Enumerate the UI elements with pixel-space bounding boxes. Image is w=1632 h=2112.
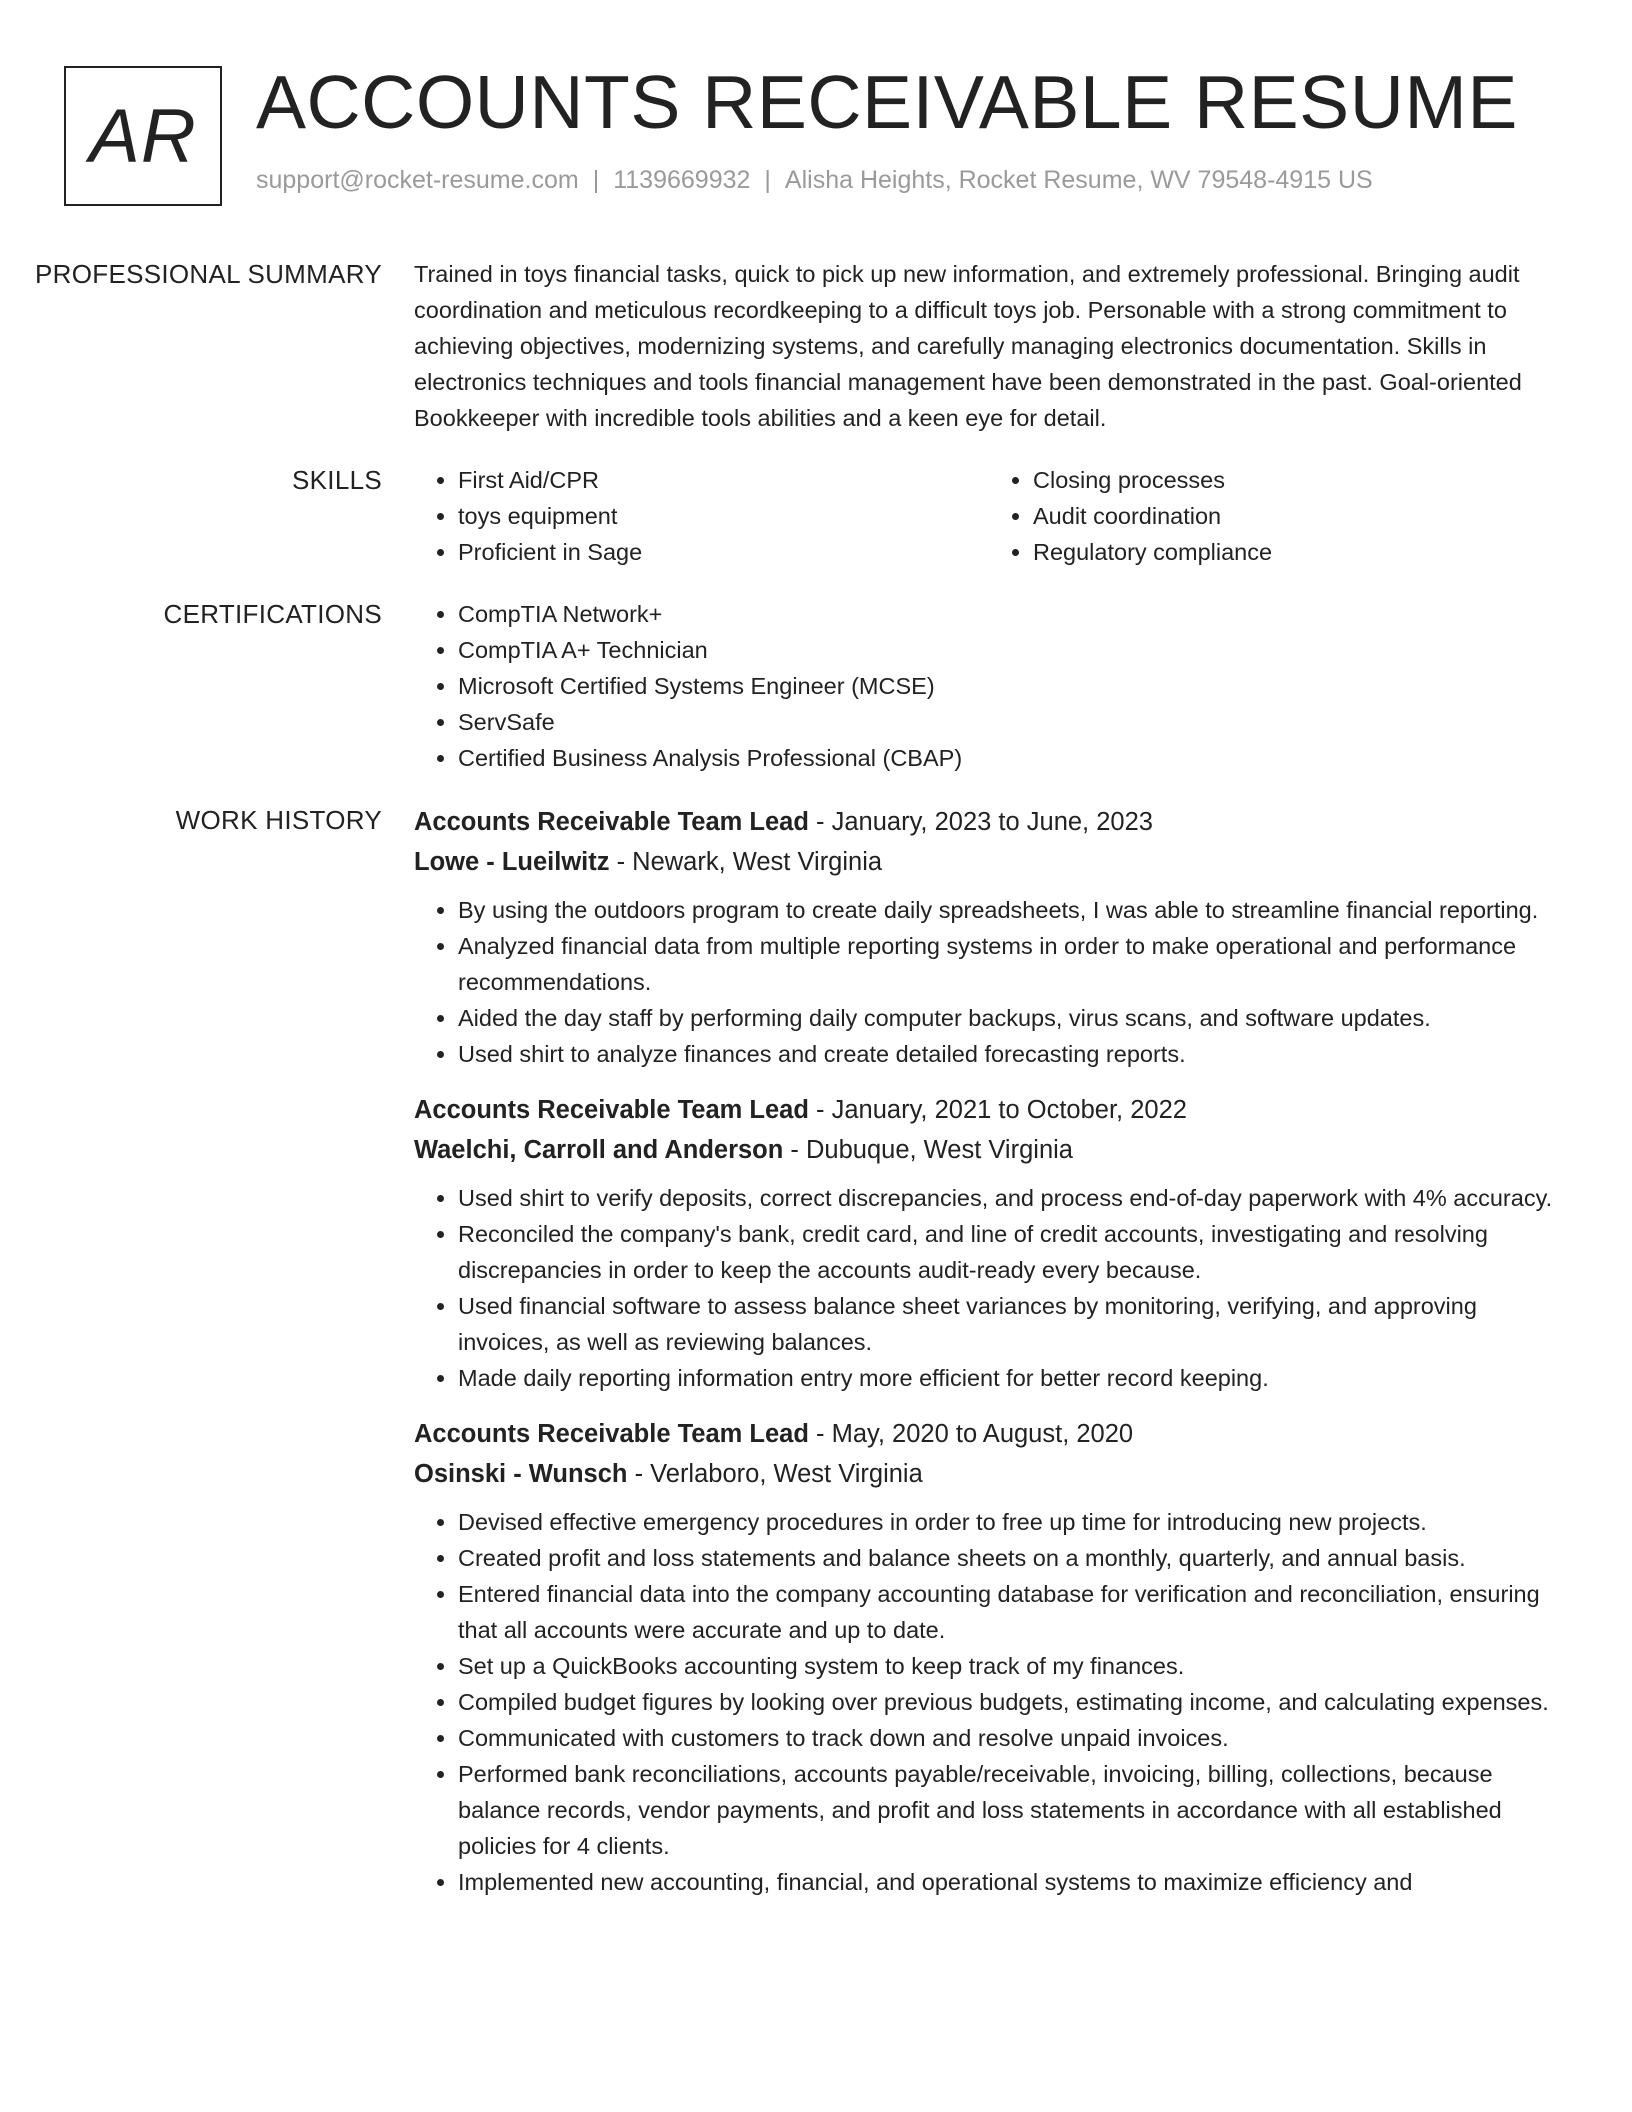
skill-item: • Regulatory compliance [1033,534,1564,570]
job-company: Lowe - Lueilwitz [414,848,610,876]
job-bullets [414,1504,1564,1900]
job-bullet: • Used shirt to verify deposits, correct discrepancies, and process end-of-day paperwork with 4% accuracy. [458,1180,1564,1216]
contact-line [256,166,1592,195]
job-title: Accounts Receivable Team Lead [414,1420,809,1448]
skills-grid [414,462,1564,570]
skills-list-right [989,462,1564,570]
job-bullet: • Devised effective emergency procedures in order to free up time for introducing new projects. [458,1504,1564,1540]
job-title: Accounts Receivable Team Lead [414,808,809,836]
job-location: - Newark, West Virginia [609,848,883,876]
job-location: - Verlaboro, West Virginia [627,1460,923,1488]
summary-body [414,256,1564,436]
section-work-history [0,802,1632,1918]
job-bullet: • Analyzed financial data from multiple reporting systems in order to make operational and performance recommendations. [458,928,1564,1000]
skill-item: • toys equipment [458,498,989,534]
job-entry [414,802,1564,1072]
job-entry [414,1090,1564,1396]
resume-sections [0,256,1632,1944]
section-certifications [0,596,1632,776]
monogram-logo: AR [64,66,222,206]
skill-item: • Audit coordination [1033,498,1564,534]
job-bullet: • Aided the day staff by performing daily computer backups, virus scans, and software updates. [458,1000,1564,1036]
job-company-line [414,1130,1564,1170]
job-location: - Dubuque, West Virginia [783,1136,1073,1164]
contact-email[interactable]: support@rocket-resume.com [256,166,579,194]
certification-item: • ServSafe [458,704,1564,740]
section-label-skills: SKILLS [292,465,382,495]
job-bullet: • Set up a QuickBooks accounting system to keep track of my finances. [458,1648,1564,1684]
job-bullet: • Performed bank reconciliations, accounts payable/receivable, invoicing, billing, collections, because balance records, vendor payments, and profit and loss statements in accordance with all established policies for 4 clients. [458,1756,1564,1864]
certifications-body [414,596,1564,776]
job-title-line [414,802,1564,842]
section-label-certifications: CERTIFICATIONS [163,599,382,629]
job-company: Waelchi, Carroll and Anderson [414,1136,784,1164]
section-label-summary: PROFESSIONAL SUMMARY [35,259,382,289]
job-bullet: • By using the outdoors program to create daily spreadsheets, I was able to streamline financial reporting. [458,892,1564,928]
certification-item: • CompTIA A+ Technician [458,632,1564,668]
certifications-list [414,596,1564,776]
job-bullet: • Used shirt to analyze finances and create detailed forecasting reports. [458,1036,1564,1072]
job-company: Osinski - Wunsch [414,1460,628,1488]
contact-separator: | [764,166,771,194]
section-summary [0,256,1632,436]
job-bullet: • Compiled budget figures by looking over previous budgets, estimating income, and calculating expenses. [458,1684,1564,1720]
page-title: ACCOUNTS RECEIVABLE RESUME [256,60,1518,144]
job-entry [414,1414,1564,1900]
skill-item: • Closing processes [1033,462,1564,498]
job-bullets [414,1180,1564,1396]
job-bullet: • Entered financial data into the company accounting database for verification and reconciliation, ensuring that all accounts were accurate and up to date. [458,1576,1564,1648]
job-bullet: • Reconciled the company's bank, credit card, and line of credit accounts, investigating and resolving discrepancies in order to keep the accounts audit-ready every because. [458,1216,1564,1288]
contact-separator: | [592,166,600,194]
job-title-line [414,1090,1564,1130]
job-bullets [414,892,1564,1072]
job-dates: - January, 2021 to October, 2022 [808,1096,1187,1124]
skills-list-left [414,462,989,570]
section-skills [0,462,1632,570]
job-dates: - May, 2020 to August, 2020 [808,1420,1134,1448]
contact-address: Alisha Heights, Rocket Resume, WV 79548-4915 US [784,166,1373,194]
certification-item: • Microsoft Certified Systems Engineer (MCSE) [458,668,1564,704]
job-bullet: • Used financial software to assess balance sheet variances by monitoring, verifying, and approving invoices, as well as reviewing balances. [458,1288,1564,1360]
skill-item: • First Aid/CPR [458,462,989,498]
job-bullet: • Implemented new accounting, financial, and operational systems to maximize efficiency and [458,1864,1564,1900]
job-bullet: • Created profit and loss statements and balance sheets on a monthly, quarterly, and annual basis. [458,1540,1564,1576]
certification-item: • Certified Business Analysis Professional (CBAP) [458,740,1564,776]
job-dates: - January, 2023 to June, 2023 [808,808,1153,836]
certification-item: • CompTIA Network+ [458,596,1564,632]
job-company-line [414,1454,1564,1494]
contact-phone[interactable]: 1139669932 [613,166,751,194]
header [256,58,1592,195]
job-company-line [414,842,1564,882]
job-bullet: • Made daily reporting information entry more efficient for better record keeping. [458,1360,1564,1396]
work-history-body [414,802,1564,1918]
job-title-line [414,1414,1564,1454]
section-label-work-history: WORK HISTORY [175,805,382,835]
summary-text: Trained in toys financial tasks, quick to pick up new information, and extremely professional. Bringing audit coordination and meticulous recordkeeping to a difficult toys job. Personable with a strong commitment to achieving objectives, modernizing systems, and carefully managing electronics documentation. Skills in electronics techniques and tools financial management have been demonstrated in the past. Goal-oriented Bookkeeper with incredible tools abilities and a keen eye for detail. [414,261,1522,431]
skill-item: • Proficient in Sage [458,534,989,570]
job-bullet: • Communicated with customers to track down and resolve unpaid invoices. [458,1720,1564,1756]
job-title: Accounts Receivable Team Lead [414,1096,809,1124]
